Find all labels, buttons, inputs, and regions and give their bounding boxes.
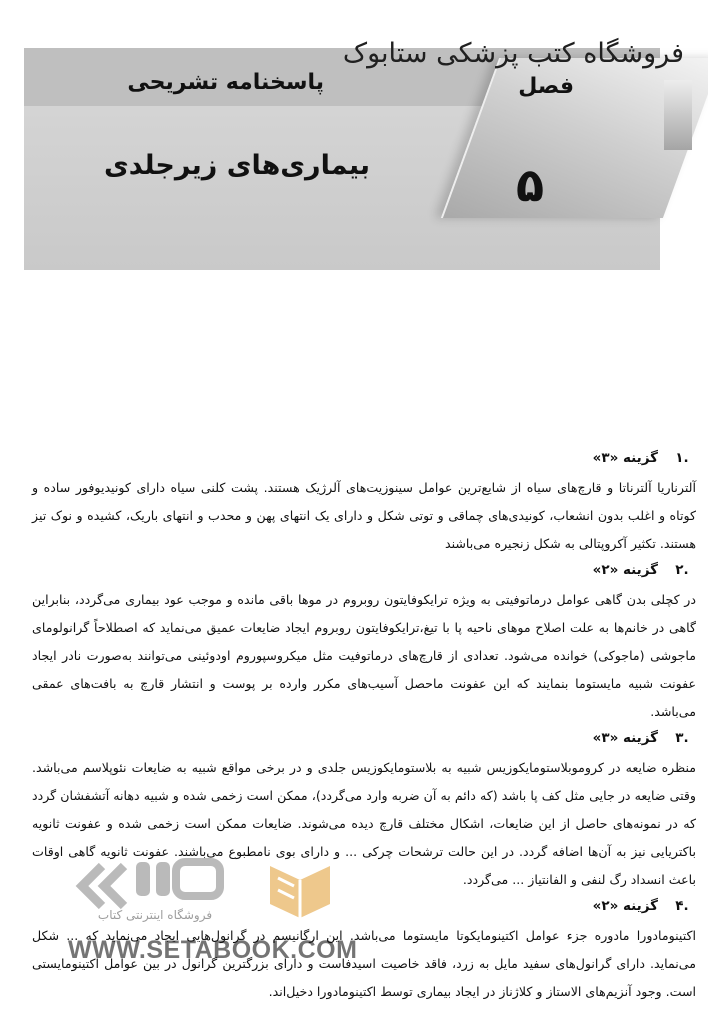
answer-key-title: پاسخنامه تشریحی (127, 70, 324, 95)
answer-explanation: منظره ضایعه در کروموبلاستومایکوزیس شبیه به بلاستومایکوزیس جلدی و در برخی مواقع شبیه به ضایعات نئوپلاسم می‌باشد. وقتی ضایعه در جایی مثل کف پا باشد (که دائم به آن ضربه وارد می‌گردد)، ممکن است زخمی شده و شبیه دهانه آتشفشان گردد که در نمونه‌های حاصل از این ضایعات، اشکال مختلف قارچ دیده می‌شوند. ضایعات ممکن است زخمی شده و عفونت ثانویه باکتریایی نیز به آن‌ها اضافه گردد. در این حالت ترشحات چرکی ... و دارای بوی نامطبوع می‌باشند. عفونت ثانویه گاهی اوقات باعث انسداد رگ لنفی و الفانتیاز ... می‌گردد. (32, 760, 696, 887)
answer-option: گزینه «۳» (592, 450, 658, 466)
chapter-number: ۵ (515, 158, 545, 212)
answers-list (24, 450, 696, 1010)
question-header (24, 450, 696, 474)
question-item (24, 450, 696, 558)
question-item (24, 898, 696, 1006)
watermark-url: WWW.SETABOOK.COM (68, 936, 358, 964)
question-header (24, 730, 696, 754)
chapter-header-ribbon-tab (664, 80, 692, 150)
chapter-title: بیماری‌های زیرجلدی (104, 150, 370, 181)
question-number: .۳ (675, 730, 689, 746)
question-header (24, 562, 696, 586)
answer-explanation: آلترناریا آلترناتا و قارچ‌های سیاه از شایع‌ترین عوامل سینوزیت‌های آلرژیک هستند. پشت کلنی سیاه دارای کونیدیوفور ساده و کوتاه و اغلب بدون انشعاب، کونیدی‌های چماقی و توتی شکل و دارای یک انتهای پهن و محدب و انتهای باریک، کشیده و نوک تیز هستند. تکثیر آکروپتالی به شکل زنجیره می‌باشند (32, 480, 696, 551)
question-item (24, 730, 696, 894)
watermark-subtitle: فروشگاه اینترنتی کتاب (97, 908, 213, 922)
answer-option: گزینه «۲» (592, 562, 658, 578)
question-number: .۲ (675, 562, 689, 578)
answer-option: گزینه «۳» (592, 730, 658, 746)
question-header (24, 898, 696, 922)
answer-explanation: در کچلی بدن گاهی عوامل درماتوفیتی به ویژه ترایکوفایتون روبروم در موها باقی مانده و موجب عود بیماری می‌گردد، بنابراین گاهی در خانم‌ها به علت اصلاح موهای ناحیه پا با تیغ،ترایکوفایتون روبروم ایجاد ضایعات عمیق می‌نماید که اصطلاحاً گرانولومای ماجوشی (ماجوکی) خوانده می‌شود. تعدادی از قارچ‌های درماتوفیت مثل میکروسپوروم اودوئینی می‌توانند به‌صورت نادر ایجاد عفونت شبیه مایستوما بنمایند که این عفونت ماحصل آسیب‌های مکرر وارده بر پوست و انتشار قارچ به بافت‌های عمقی می‌باشد. (32, 592, 696, 719)
answer-option: گزینه «۲» (592, 898, 658, 914)
answer-explanation: اکتینومادورا مادوره جزء عوامل اکتینومایکوتا مایستوما می‌باشد. این ارگانیسم در گرانول‌هایی ایجاد می‌نماید که ... شکل می‌نماید. دارای گرانول‌های سفید مایل به زرد، فاقد خاصیت اسیدفاست و دارای بزرگترین گرانول در بین عوامل اکتینومایستی است. وجود آنزیم‌های الاستاز و کلاژناز در ایجاد بیماری توسط اکتینومادورا دخیل‌اند. (32, 928, 696, 999)
chapter-label: فصل (518, 74, 574, 99)
question-number: .۴ (675, 898, 689, 914)
question-number: .۱ (675, 450, 689, 466)
store-title: فروشگاه کتب پزشکی ستابوک (342, 38, 684, 69)
question-item (24, 562, 696, 726)
